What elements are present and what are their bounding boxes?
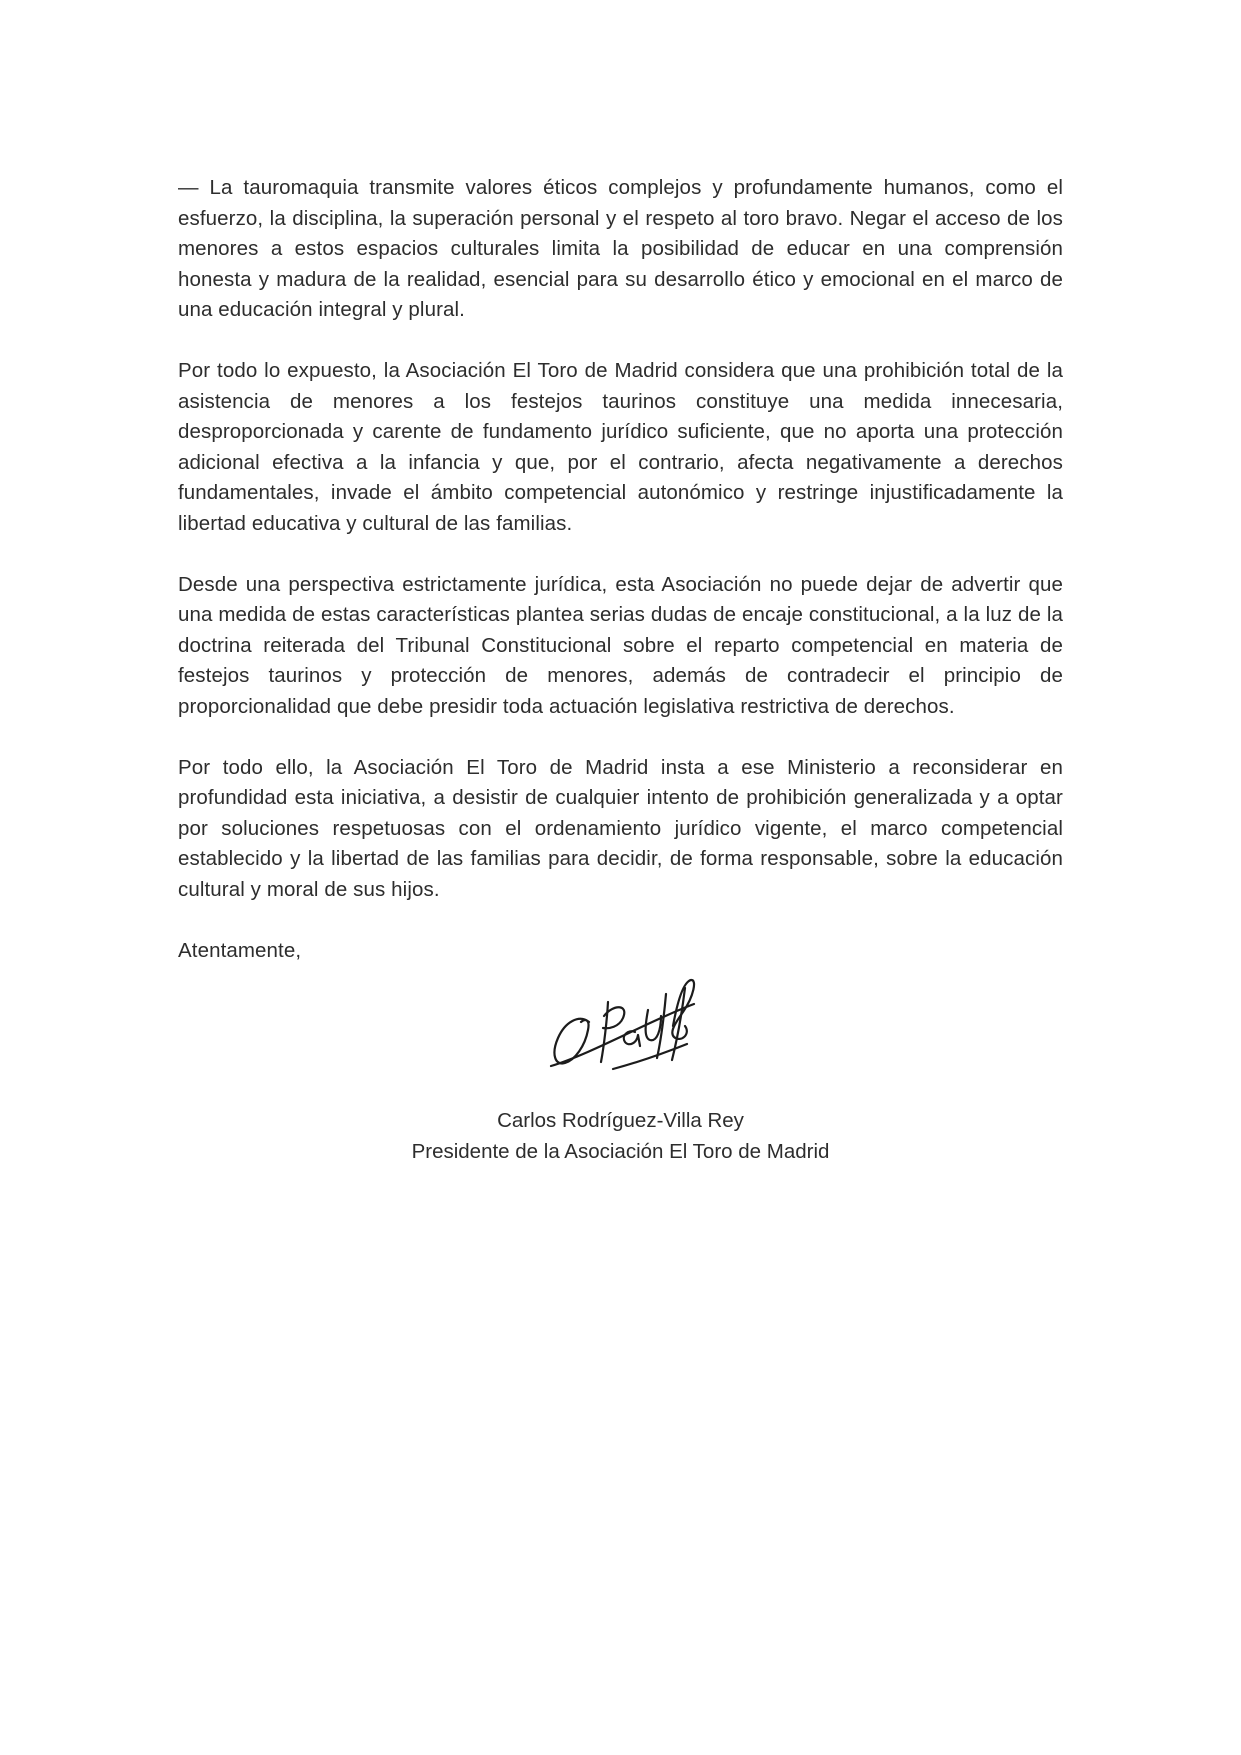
handwritten-signature-icon [545, 966, 697, 1076]
letter-paragraph-1: — La tauromaquia transmite valores éticos complejos y profundamente humanos, como el esfuerzo, la disciplina, la superación personal y el respeto al toro bravo. Negar el acceso de los menores a estos espacios culturales limita la posibilidad de educar en una comprensión honesta y madura de la realidad, esencial para su desarrollo ético y emocional en el marco de una educación integral y plural. [178, 176, 1063, 321]
signatory-name: Carlos Rodríguez-Villa Rey [497, 1109, 744, 1132]
closing-salutation: Atentamente, [178, 938, 302, 962]
signatory-title: Presidente de la Asociación El Toro de Madrid [411, 1139, 830, 1163]
letter-paragraph-3: Desde una perspectiva estrictamente jurídica, esta Asociación no puede dejar de advertir que una medida de estas características plantea serias dudas de encaje constitucional, a la luz de la doctrina reiterada del Tribunal Constitucional sobre el reparto competencial en materia de festejos taurinos y protección de menores, además de contradecir el principio de proporcionalidad que debe presidir toda actuación legislativa restrictiva de derechos. [178, 572, 1063, 718]
letter-body [178, 173, 1063, 1167]
letter-paragraph-2: Por todo lo expuesto, la Asociación El Toro de Madrid considera que una prohibición total de la asistencia de menores a los festejos taurinos constituye una medida innecesaria, desproporcionada y carente de fundamento jurídico suficiente, que no aporta una protección adicional efectiva a la infancia y que, por el contrario, afecta negativamente a derechos fundamentales, invade el ámbito competencial autonómico y restringe injustificadamente la libertad educativa y cultural de las familias. [178, 359, 1063, 535]
signature-block [178, 966, 1063, 1078]
letter-paragraph-4: Por todo ello, la Asociación El Toro de Madrid insta a ese Ministerio a reconsiderar en profundidad esta iniciativa, a desistir de cualquier intento de prohibición generalizada y a optar por soluciones respetuosas con el ordenamiento jurídico vigente, el marco competencial establecido y la libertad de las familias para decidir, de forma responsable, sobre la educación cultural y moral de sus hijos. [178, 755, 1063, 901]
